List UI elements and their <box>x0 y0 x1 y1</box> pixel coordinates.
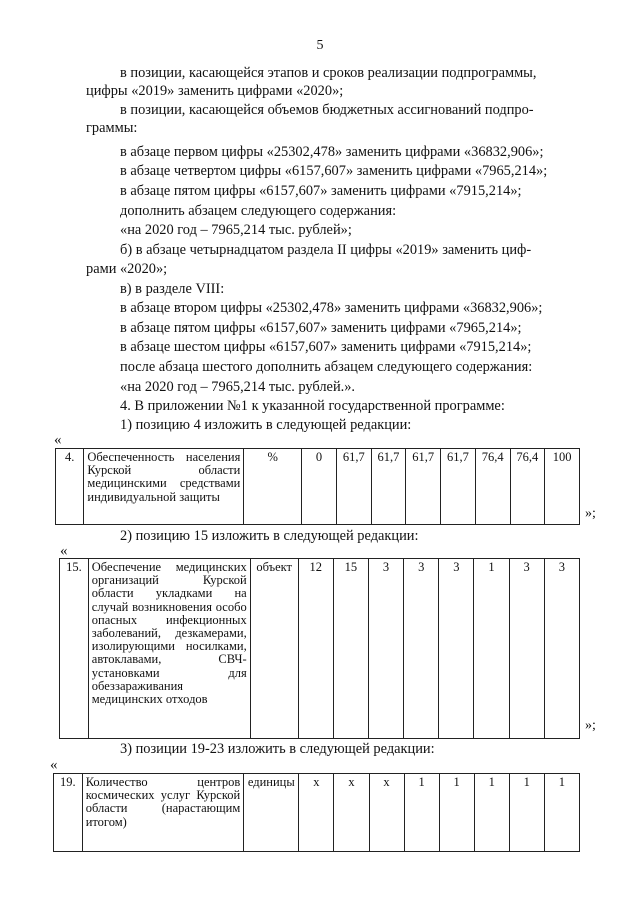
cell: 3 <box>439 559 474 739</box>
cell: 1 <box>474 774 509 852</box>
text-line: цифры «2019» заменить цифрами «2020»; <box>86 83 344 99</box>
text-line: в позиции, касающейся этапов и сроков реализации подпрограммы, <box>120 65 537 81</box>
table-row <box>60 559 580 739</box>
cell: 1 <box>544 774 579 852</box>
cell: 61,7 <box>336 449 371 525</box>
cell-description: Количество центров космических услуг Курской области (нарастающим итогом) <box>82 774 244 852</box>
table-position-15 <box>59 558 580 739</box>
close-quote: »; <box>585 718 596 733</box>
text-line: граммы: <box>86 120 138 136</box>
cell: 61,7 <box>371 449 406 525</box>
cell: 61,7 <box>441 449 476 525</box>
text-line: в абзаце пятом цифры «6157,607» заменить цифрами «7965,214»; <box>120 320 522 336</box>
text-line: в позиции, касающейся объемов бюджетных ассигнований подпро- <box>120 102 534 118</box>
cell: 3 <box>368 559 403 739</box>
cell: 100 <box>545 449 580 525</box>
cell: % <box>244 449 302 525</box>
table-row <box>54 774 580 852</box>
cell: 3 <box>404 559 439 739</box>
cell: x <box>334 774 369 852</box>
open-quote: « <box>54 432 62 448</box>
cell: 15. <box>60 559 89 739</box>
table-position-4 <box>55 448 580 525</box>
cell: 1 <box>439 774 474 852</box>
open-quote: « <box>60 543 68 559</box>
text-line: б) в абзаце четырнадцатом раздела II цифры «2019» заменить циф- <box>120 242 532 258</box>
text-line: в) в разделе VIII: <box>120 281 225 297</box>
page-number: 5 <box>316 38 324 53</box>
cell: 15 <box>333 559 368 739</box>
table-row <box>56 449 580 525</box>
cell: x <box>299 774 334 852</box>
cell: 1 <box>474 559 509 739</box>
text-line: 3) позиции 19-23 изложить в следующей редакции: <box>120 741 435 757</box>
text-line: дополнить абзацем следующего содержания: <box>120 203 397 219</box>
cell: x <box>369 774 404 852</box>
cell: 61,7 <box>406 449 441 525</box>
text-line: 1) позицию 4 изложить в следующей редакции: <box>120 417 412 433</box>
cell: 76,4 <box>510 449 545 525</box>
text-line: в абзаце первом цифры «25302,478» заменить цифрами «36832,906»; <box>120 144 544 160</box>
text-line: в абзаце шестом цифры «6157,607» заменить цифрами «7915,214»; <box>120 339 532 355</box>
cell: 76,4 <box>475 449 510 525</box>
table-position-19 <box>53 773 580 852</box>
text-line: рами «2020»; <box>86 261 168 277</box>
text-line: в абзаце втором цифры «25302,478» заменить цифрами «36832,906»; <box>120 300 543 316</box>
cell: 3 <box>509 559 544 739</box>
text-line: 4. В приложении №1 к указанной государственной программе: <box>120 398 505 414</box>
cell-description: Обеспечение медицинских организаций Курской области укладками на случай возникновения особо опасных инфекционных заболеваний, дезкамерами, изолирующими носилками, автоклавами, СВЧ-установками для обеззараживания медицинских отходов <box>88 559 250 739</box>
cell: 12 <box>298 559 333 739</box>
text-line: после абзаца шестого дополнить абзацем следующего содержания: <box>120 359 533 375</box>
cell: 0 <box>302 449 337 525</box>
cell: единицы <box>244 774 299 852</box>
text-line: в абзаце четвертом цифры «6157,607» заменить цифрами «7965,214»; <box>120 163 548 179</box>
cell: 1 <box>404 774 439 852</box>
cell: 1 <box>509 774 544 852</box>
text-line: в абзаце пятом цифры «6157,607» заменить цифрами «7915,214»; <box>120 183 522 199</box>
cell: 3 <box>544 559 579 739</box>
cell: 4. <box>56 449 84 525</box>
cell-description: Обеспеченность населения Курской области медицинскими средствами индивидуальной защиты <box>84 449 244 525</box>
close-quote: »; <box>585 506 596 521</box>
text-line: 2) позицию 15 изложить в следующей редакции: <box>120 528 419 544</box>
cell: объект <box>250 559 298 739</box>
text-line: «на 2020 год – 7965,214 тыс. рублей»; <box>120 222 352 238</box>
text-line: «на 2020 год – 7965,214 тыс. рублей.». <box>120 379 356 395</box>
cell: 19. <box>54 774 83 852</box>
open-quote: « <box>50 757 58 773</box>
